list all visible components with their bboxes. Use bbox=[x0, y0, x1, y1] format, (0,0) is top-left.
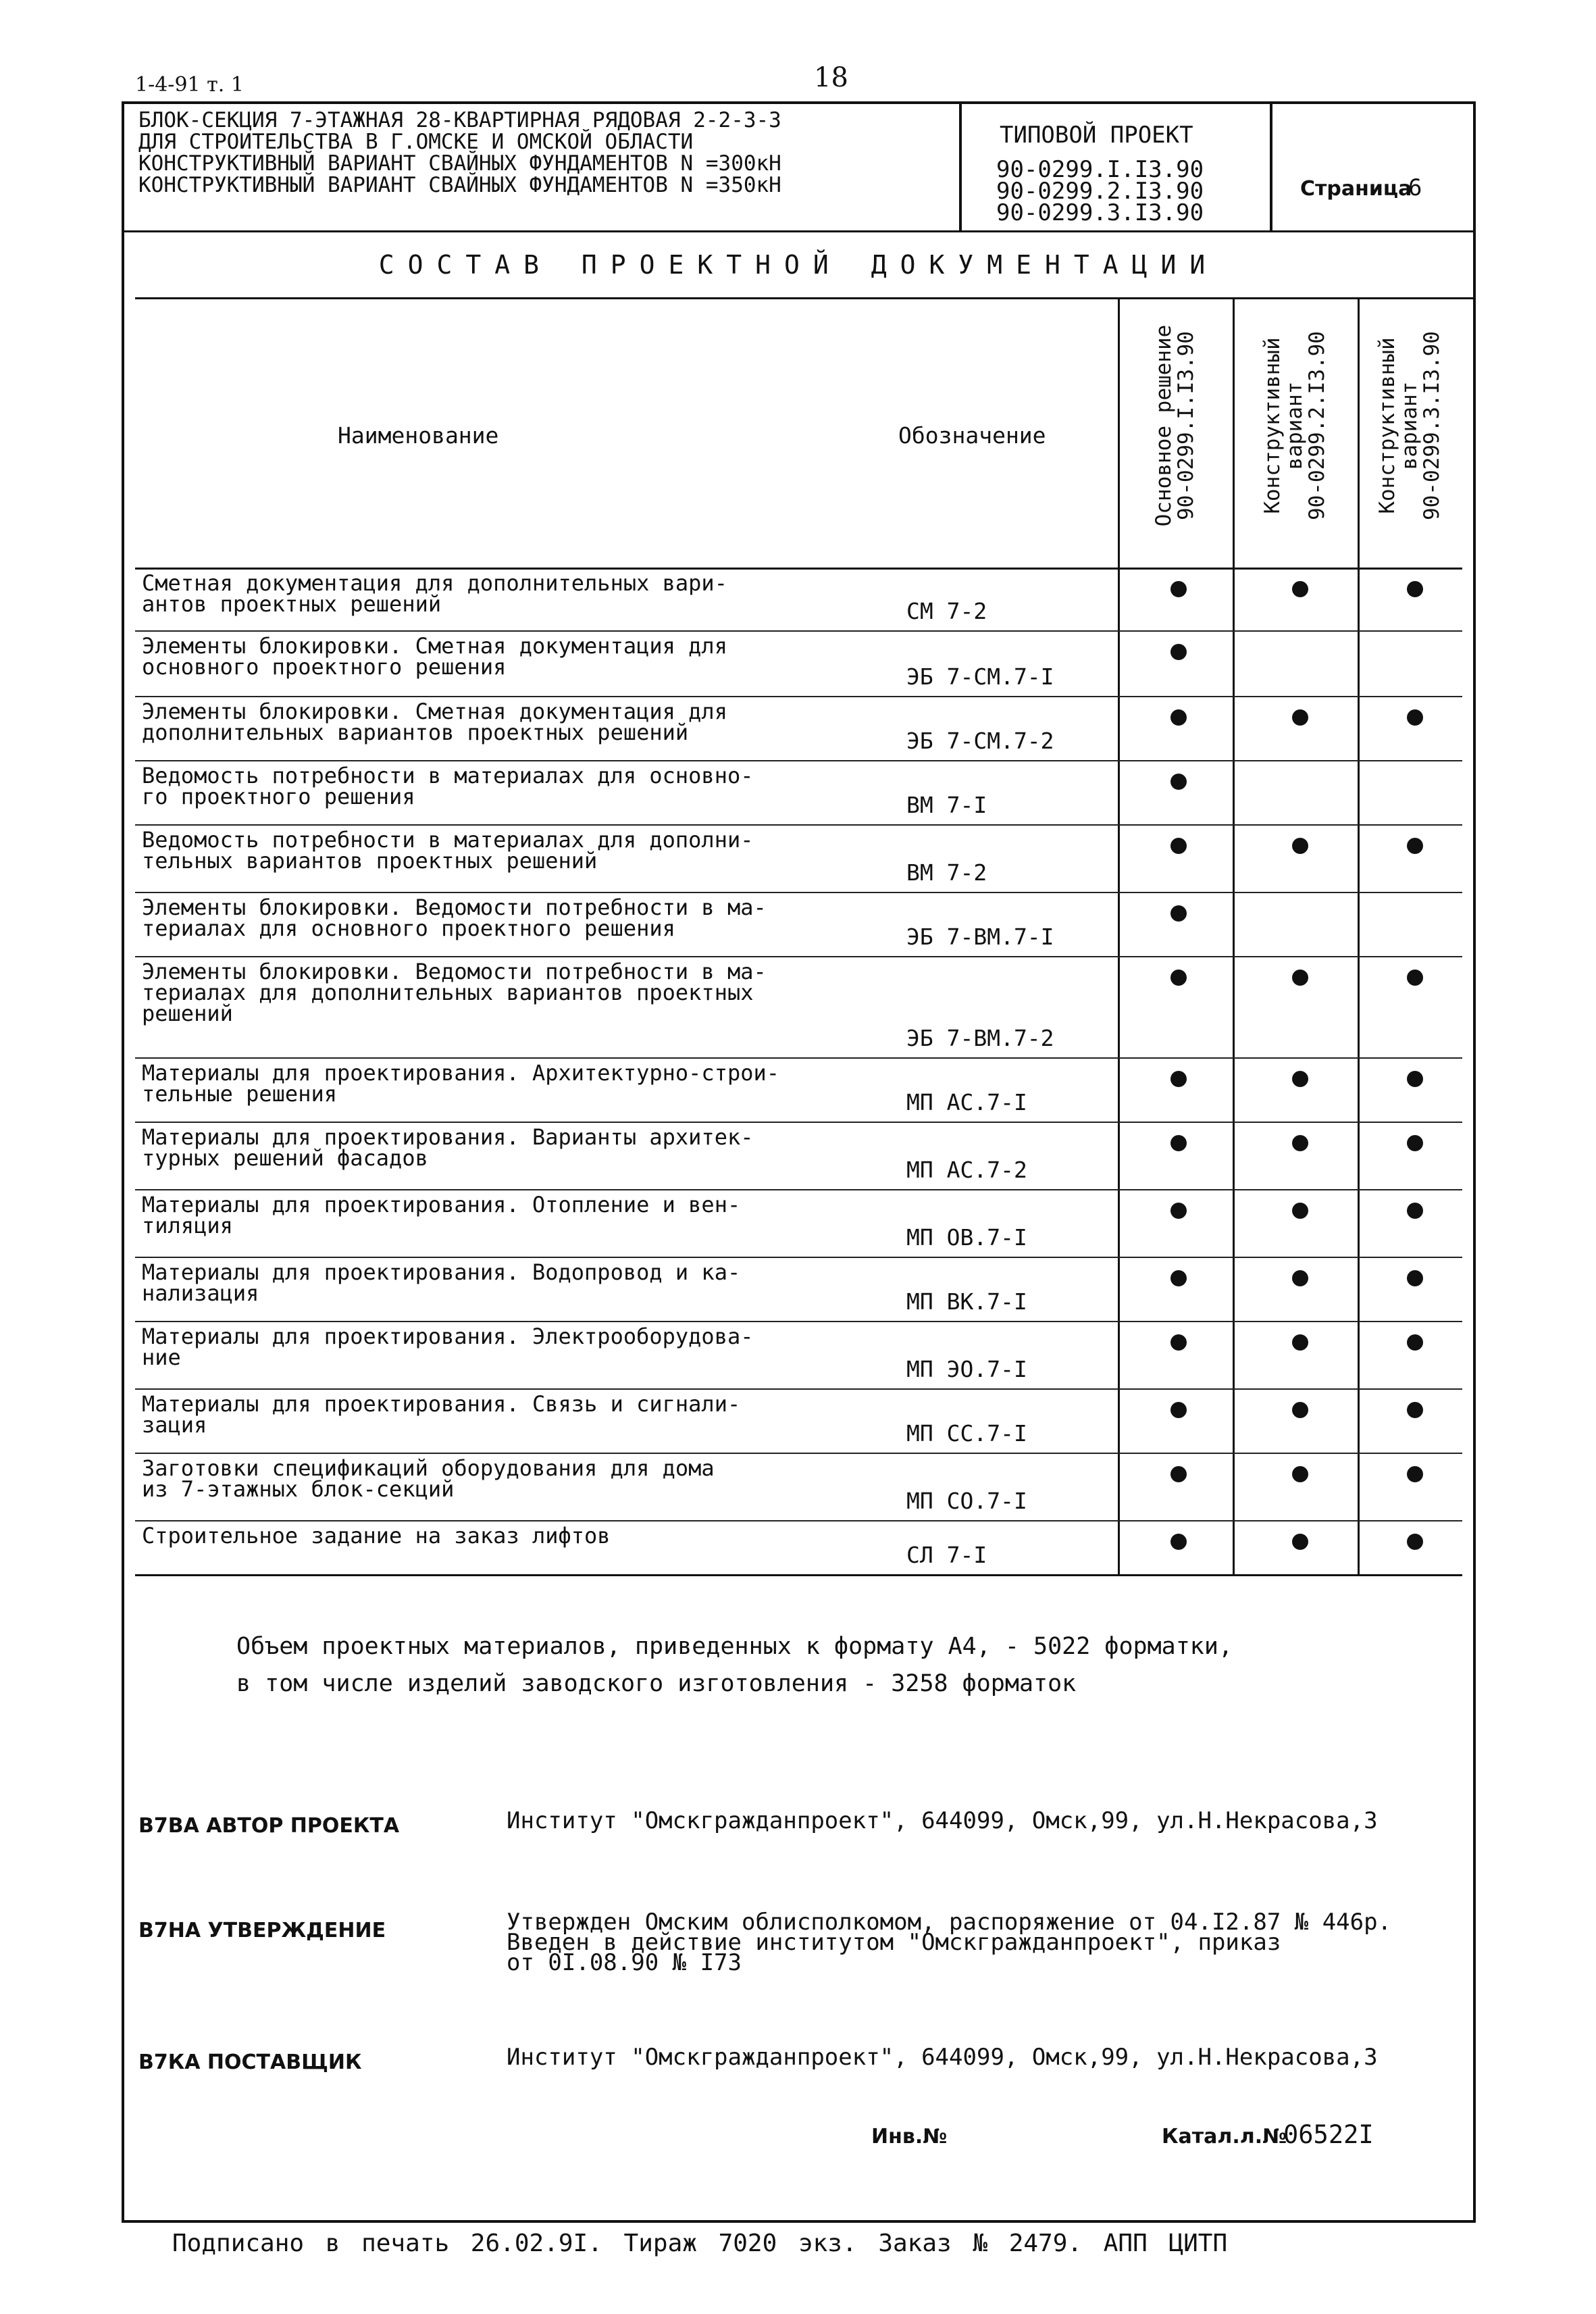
row-rule bbox=[135, 630, 1462, 632]
document-name bbox=[142, 1523, 885, 1549]
included-mark bbox=[1407, 838, 1423, 854]
included-mark bbox=[1407, 1466, 1423, 1482]
included-mark bbox=[1407, 1135, 1423, 1151]
document-name-line: зация bbox=[142, 1412, 207, 1438]
row-rule bbox=[135, 956, 1462, 957]
project-codes bbox=[996, 156, 1204, 226]
variant-column-header-line: вариант bbox=[1397, 381, 1422, 470]
header-title-line: КОНСТРУКТИВНЫЙ ВАРИАНТ СВАЙНЫХ ФУНДАМЕНТОВ N =350кН bbox=[138, 173, 781, 197]
approval-line: от 0I.08.90 № I73 bbox=[507, 1949, 742, 1976]
included-mark bbox=[1170, 581, 1187, 597]
document-name bbox=[142, 1259, 885, 1306]
series-mark: 1-4-91 т. 1 bbox=[135, 73, 244, 97]
document-name bbox=[142, 570, 885, 617]
included-mark bbox=[1170, 774, 1187, 790]
included-mark bbox=[1292, 709, 1308, 726]
document-name-line: Элементы блокировки. Ведомости потребности в ма- bbox=[142, 959, 767, 984]
included-mark bbox=[1170, 1270, 1187, 1286]
typical-project-label: ТИПОВОЙ ПРОЕКТ bbox=[1000, 122, 1193, 149]
included-mark bbox=[1407, 709, 1423, 726]
row-rule bbox=[135, 1453, 1462, 1454]
row-rule bbox=[135, 1257, 1462, 1258]
included-mark bbox=[1170, 1135, 1187, 1151]
document-code: ЭБ 7-СМ.7-2 bbox=[906, 728, 1054, 754]
project-code: 90-0299.3.I3.90 bbox=[996, 199, 1204, 226]
included-mark bbox=[1292, 1270, 1308, 1286]
column-divider bbox=[1358, 297, 1360, 1574]
included-mark bbox=[1170, 1466, 1187, 1482]
document-code: МП СО.7-I bbox=[906, 1488, 1027, 1514]
sheet-number: 18 bbox=[814, 62, 848, 93]
document-name-line: Элементы блокировки. Сметная документация для bbox=[142, 699, 727, 724]
document-name bbox=[142, 765, 885, 807]
row-rule bbox=[135, 1520, 1462, 1521]
document-name-line: Материалы для проектирования. Варианты архитек- bbox=[142, 1124, 754, 1150]
volume-note bbox=[236, 1628, 1385, 1703]
variant-column-header-line: 90-0299.3.I3.90 bbox=[1420, 331, 1444, 520]
document-code: ЭБ 7-СМ.7-I bbox=[906, 663, 1054, 690]
header-divider bbox=[1270, 104, 1272, 232]
included-mark bbox=[1292, 1334, 1308, 1351]
document-code: ВМ 7-I bbox=[906, 792, 987, 818]
document-code: МП ЭО.7-I bbox=[906, 1356, 1027, 1382]
document-code: ЭБ 7-ВМ.7-I bbox=[906, 924, 1054, 950]
included-mark bbox=[1407, 1402, 1423, 1418]
document-name bbox=[142, 897, 885, 939]
supplier-line: Институт "Омскгражданпроект", 644099, Омск,99, ул.Н.Некрасова,3 bbox=[507, 2044, 1378, 2071]
document-name-line: териалах для основного проектного решения bbox=[142, 915, 675, 941]
included-mark bbox=[1292, 838, 1308, 854]
print-footer: Подписано в печать 26.02.9I. Тираж 7020 экз. Заказ № 2479. АПП ЦИТП bbox=[172, 2230, 1228, 2257]
row-rule bbox=[135, 760, 1462, 761]
document-name bbox=[142, 1060, 885, 1107]
document-name-line: Элементы блокировки. Ведомости потребности в ма- bbox=[142, 895, 767, 920]
row-rule bbox=[135, 1388, 1462, 1390]
document-name-line: Ведомость потребности в материалах для дополни- bbox=[142, 827, 754, 853]
document-code: ЭБ 7-ВМ.7-2 bbox=[906, 1025, 1054, 1051]
row-rule bbox=[135, 1189, 1462, 1190]
catalog-value: 06522I bbox=[1283, 2120, 1374, 2149]
author-value bbox=[507, 1807, 1452, 1834]
document-name-line: Строительное задание на заказ лифтов bbox=[142, 1523, 611, 1549]
included-mark bbox=[1407, 1071, 1423, 1087]
variant-column-header bbox=[1262, 297, 1329, 554]
column-divider bbox=[1233, 297, 1235, 1574]
inventory-label: Инв.№ bbox=[871, 2125, 948, 2148]
document-name-line: Материалы для проектирования. Связь и сигнали- bbox=[142, 1391, 741, 1417]
variant-column-header-line: 90-0299.I.I3.90 bbox=[1174, 331, 1198, 520]
row-rule bbox=[135, 824, 1462, 826]
included-mark bbox=[1407, 1270, 1423, 1286]
included-mark bbox=[1292, 1534, 1308, 1550]
included-mark bbox=[1170, 1534, 1187, 1550]
document-name-line: Материалы для проектирования. Отопление и вен- bbox=[142, 1192, 741, 1217]
author-label: В7ВА АВТОР ПРОЕКТА bbox=[138, 1814, 400, 1838]
included-mark bbox=[1407, 1334, 1423, 1351]
document-name-line: решений bbox=[142, 1001, 233, 1026]
column-header-code: Обозначение bbox=[898, 422, 1046, 449]
page-value: 6 bbox=[1408, 174, 1422, 201]
document-name-line: Материалы для проектирования. Архитектурно-строи- bbox=[142, 1060, 780, 1086]
document-name bbox=[142, 633, 885, 680]
included-mark bbox=[1292, 970, 1308, 986]
document-name-line: из 7-этажных блок-секций bbox=[142, 1476, 455, 1502]
variant-column-header-line: Основное решение bbox=[1152, 324, 1176, 527]
document-name-line: Элементы блокировки. Сметная документация для bbox=[142, 633, 727, 659]
variant-column-header-line: Конструктивный bbox=[1260, 337, 1285, 514]
document-code: МП ОВ.7-I bbox=[906, 1224, 1027, 1251]
document-name bbox=[142, 1194, 885, 1236]
included-mark bbox=[1170, 1402, 1187, 1418]
volume-line: Объем проектных материалов, приведенных к формату А4, - 5022 форматки, bbox=[236, 1633, 1233, 1660]
document-name-line: Ведомость потребности в материалах для основно- bbox=[142, 763, 754, 788]
row-rule bbox=[135, 1122, 1462, 1123]
row-rule bbox=[135, 696, 1462, 697]
variant-column-header bbox=[1376, 297, 1443, 554]
document-name-line: нализация bbox=[142, 1280, 259, 1306]
document-code: МП СС.7-I bbox=[906, 1420, 1027, 1447]
included-mark bbox=[1292, 1203, 1308, 1219]
column-divider bbox=[1118, 297, 1120, 1574]
document-name-line: го проектного решения bbox=[142, 784, 415, 809]
document-name-line: дополнительных вариантов проектных решений bbox=[142, 720, 689, 745]
header-title bbox=[138, 109, 935, 196]
document-name-line: тельных вариантов проектных решений bbox=[142, 848, 598, 874]
document-name-line: ние bbox=[142, 1344, 181, 1370]
included-mark bbox=[1292, 581, 1308, 597]
header-title-line: КОНСТРУКТИВНЫЙ ВАРИАНТ СВАЙНЫХ ФУНДАМЕНТОВ N =300кН bbox=[138, 151, 781, 176]
included-mark bbox=[1292, 1466, 1308, 1482]
document-name-line: териалах для дополнительных вариантов проектных bbox=[142, 980, 754, 1005]
document-name bbox=[142, 1455, 885, 1502]
included-mark bbox=[1170, 1071, 1187, 1087]
document-code: СМ 7-2 bbox=[906, 598, 987, 624]
variant-column-header bbox=[1153, 297, 1198, 554]
document-name-line: Заготовки спецификаций оборудования для дома bbox=[142, 1455, 715, 1481]
included-mark bbox=[1170, 838, 1187, 854]
header-divider bbox=[959, 104, 962, 232]
approval-label: В7НА УТВЕРЖДЕНИЕ bbox=[138, 1919, 386, 1942]
variant-column-header-line: 90-0299.2.I3.90 bbox=[1305, 331, 1329, 520]
included-mark bbox=[1170, 1203, 1187, 1219]
document-name-line: Сметная документация для дополнительных вари- bbox=[142, 570, 727, 596]
document-name-line: основного проектного решения bbox=[142, 654, 507, 680]
included-mark bbox=[1407, 970, 1423, 986]
document-code: ВМ 7-2 bbox=[906, 859, 987, 886]
document-name-line: Материалы для проектирования. Электрооборудова- bbox=[142, 1324, 754, 1349]
column-header-name: Наименование bbox=[338, 422, 499, 449]
variant-column-header-line: вариант bbox=[1283, 381, 1307, 470]
included-mark bbox=[1407, 1534, 1423, 1550]
included-mark bbox=[1170, 970, 1187, 986]
document-name-line: турных решений фасадов bbox=[142, 1145, 428, 1171]
document-name bbox=[142, 827, 885, 874]
document-code: МП ВК.7-I bbox=[906, 1288, 1027, 1315]
variant-column-header-line: Конструктивный bbox=[1375, 337, 1399, 514]
document-name bbox=[142, 1326, 885, 1368]
approval-line: Введен в действие институтом "Омскгражданпроект", приказ bbox=[507, 1929, 1281, 1956]
included-mark bbox=[1170, 1334, 1187, 1351]
page-label: Страница bbox=[1300, 177, 1412, 201]
document-code: СЛ 7-I bbox=[906, 1542, 987, 1568]
document-name bbox=[142, 961, 885, 1024]
included-mark bbox=[1170, 905, 1187, 922]
document-name-line: антов проектных решений bbox=[142, 591, 442, 617]
header-title-line: ДЛЯ СТРОИТЕЛЬСТВА В Г.ОМСКЕ И ОМСКОЙ ОБЛАСТИ bbox=[138, 130, 694, 154]
document-name-line: тельные решения bbox=[142, 1081, 337, 1107]
document-name bbox=[142, 1124, 885, 1171]
included-mark bbox=[1407, 581, 1423, 597]
included-mark bbox=[1407, 1203, 1423, 1219]
included-mark bbox=[1292, 1071, 1308, 1087]
supplier-label: В7КА ПОСТАВЩИК bbox=[138, 2051, 362, 2074]
included-mark bbox=[1292, 1135, 1308, 1151]
approval-value bbox=[507, 1909, 1452, 1976]
header-bottom-rule bbox=[135, 568, 1462, 570]
document-code: МП АС.7-2 bbox=[906, 1157, 1027, 1183]
project-code: 90-0299.2.I3.90 bbox=[996, 178, 1204, 205]
row-rule bbox=[135, 892, 1462, 893]
document-name bbox=[142, 1391, 885, 1438]
included-mark bbox=[1292, 1402, 1308, 1418]
document-name-line: Материалы для проектирования. Водопровод и ка- bbox=[142, 1259, 741, 1285]
section-title: СОСТАВ ПРОЕКТНОЙ ДОКУМЕНТАЦИИ bbox=[378, 250, 1219, 280]
catalog-label: Катал.л.№ bbox=[1162, 2125, 1287, 2148]
document-name-line: тиляция bbox=[142, 1213, 233, 1238]
header-title-line: БЛОК-СЕКЦИЯ 7-ЭТАЖНАЯ 28-КВАРТИРНАЯ РЯДОВАЯ 2-2-3-3 bbox=[138, 108, 781, 132]
project-code: 90-0299.I.I3.90 bbox=[996, 156, 1204, 183]
row-rule bbox=[135, 1057, 1462, 1059]
volume-line: в том числе изделий заводского изготовления - 3258 форматок bbox=[236, 1670, 1077, 1697]
document-code: МП АС.7-I bbox=[906, 1089, 1027, 1115]
approval-line: Утвержден Омским облисполкомом, распоряжение от 04.I2.87 № 446р. bbox=[507, 1909, 1392, 1936]
included-mark bbox=[1170, 709, 1187, 726]
author-line: Институт "Омскгражданпроект", 644099, Омск,99, ул.Н.Некрасова,3 bbox=[507, 1807, 1378, 1834]
supplier-value bbox=[507, 2044, 1452, 2071]
included-mark bbox=[1170, 644, 1187, 660]
row-rule bbox=[135, 1321, 1462, 1322]
document-name bbox=[142, 701, 885, 743]
row-rule bbox=[135, 1574, 1462, 1576]
